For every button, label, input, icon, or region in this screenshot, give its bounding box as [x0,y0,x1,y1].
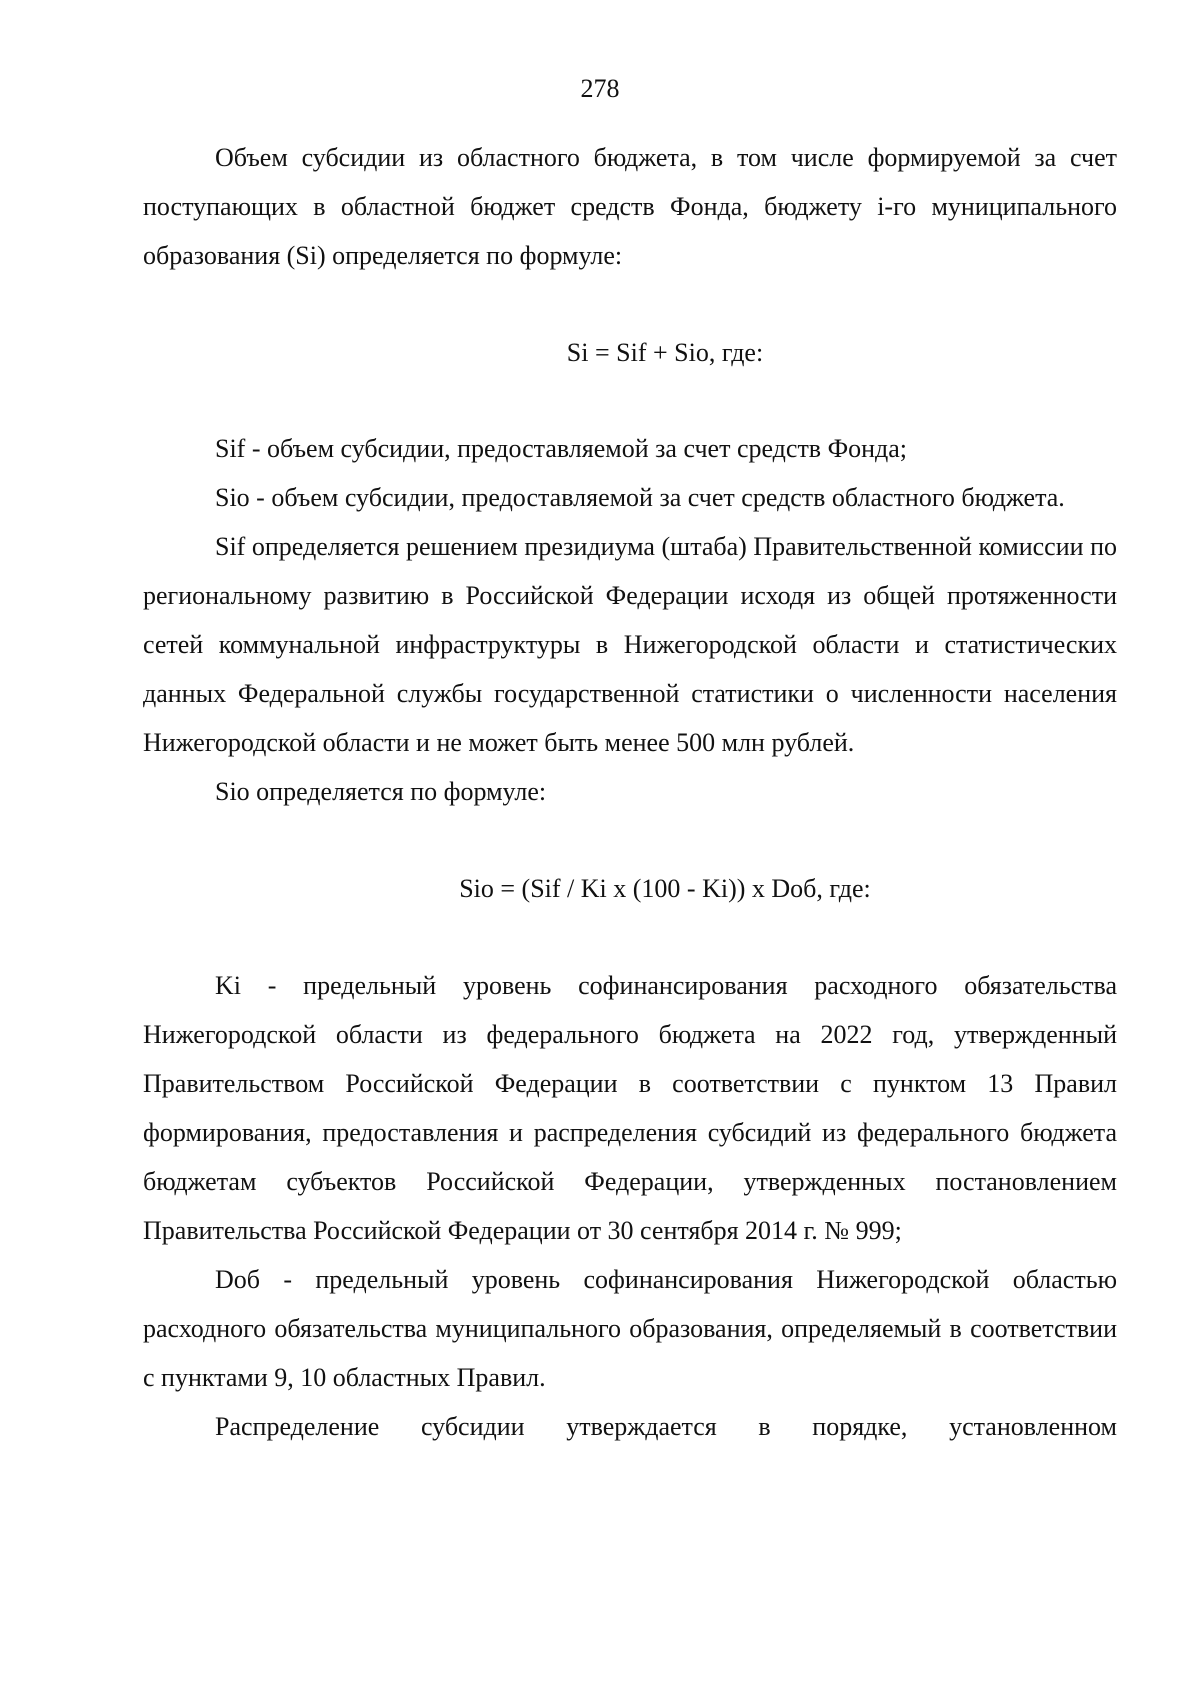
paragraph-sio-definition: Sio - объем субсидии, предоставляемой за счет средств областного бюджета. [215,483,1065,512]
paragraph-sif-definition: Sif - объем субсидии, предоставляемой за счет средств Фонда; [215,434,908,463]
formula-sio: Sio = (Sif / Ki x (100 - Ki)) x Dоб, где: [459,874,871,903]
formula-si: Si = Sif + Sio, где: [566,338,764,367]
spacer [143,816,1117,864]
page-number: 278 [580,74,620,103]
paragraph-sio-formula-intro: Sio определяется по формуле: [215,777,547,806]
paragraph-sif-determination: Sif определяется решением президиума (штаба) Правительственной комиссии по региональному развитию в Российской Федерации исходя из общей протяженности сетей коммунальной инфраструктуры в Нижегородской области и статистических данных Федеральной службы государственной статистики о численности населения Нижегородской области и не может быть менее 500 млн рублей. [143,532,1117,757]
paragraph-ki-definition: Ki - предельный уровень софинансирования расходного обязательства Нижегородской области из федерального бюджета на 2022 год, утвержденный Правительством Российской Федерации в соответствии с пунктом 13 Правил формирования, предоставления и распределения субсидий из федерального бюджета бюджетам субъектов Российской Федерации, утвержденных постановлением Правительства Российской Федерации от 30 сентября 2014 г. № 999; [143,971,1117,1245]
spacer [143,377,1117,424]
paragraph-dob-definition: Dоб - предельный уровень софинансирования Нижегородской областью расходного обязательства муниципального образования, определяемый в соответствии с пунктами 9, 10 областных Правил. [143,1265,1117,1392]
paragraph-subsidy-volume: Объем субсидии из областного бюджета, в том числе формируемой за счет поступающих в областной бюджет средств Фонда, бюджету i-го муниципального образования (Si) определяется по формуле: [143,143,1117,270]
spacer [143,913,1117,961]
paragraph-distribution: Распределение субсидии утверждается в порядке, установленном [215,1412,1117,1441]
spacer [143,280,1117,328]
document-body [143,133,1117,1451]
